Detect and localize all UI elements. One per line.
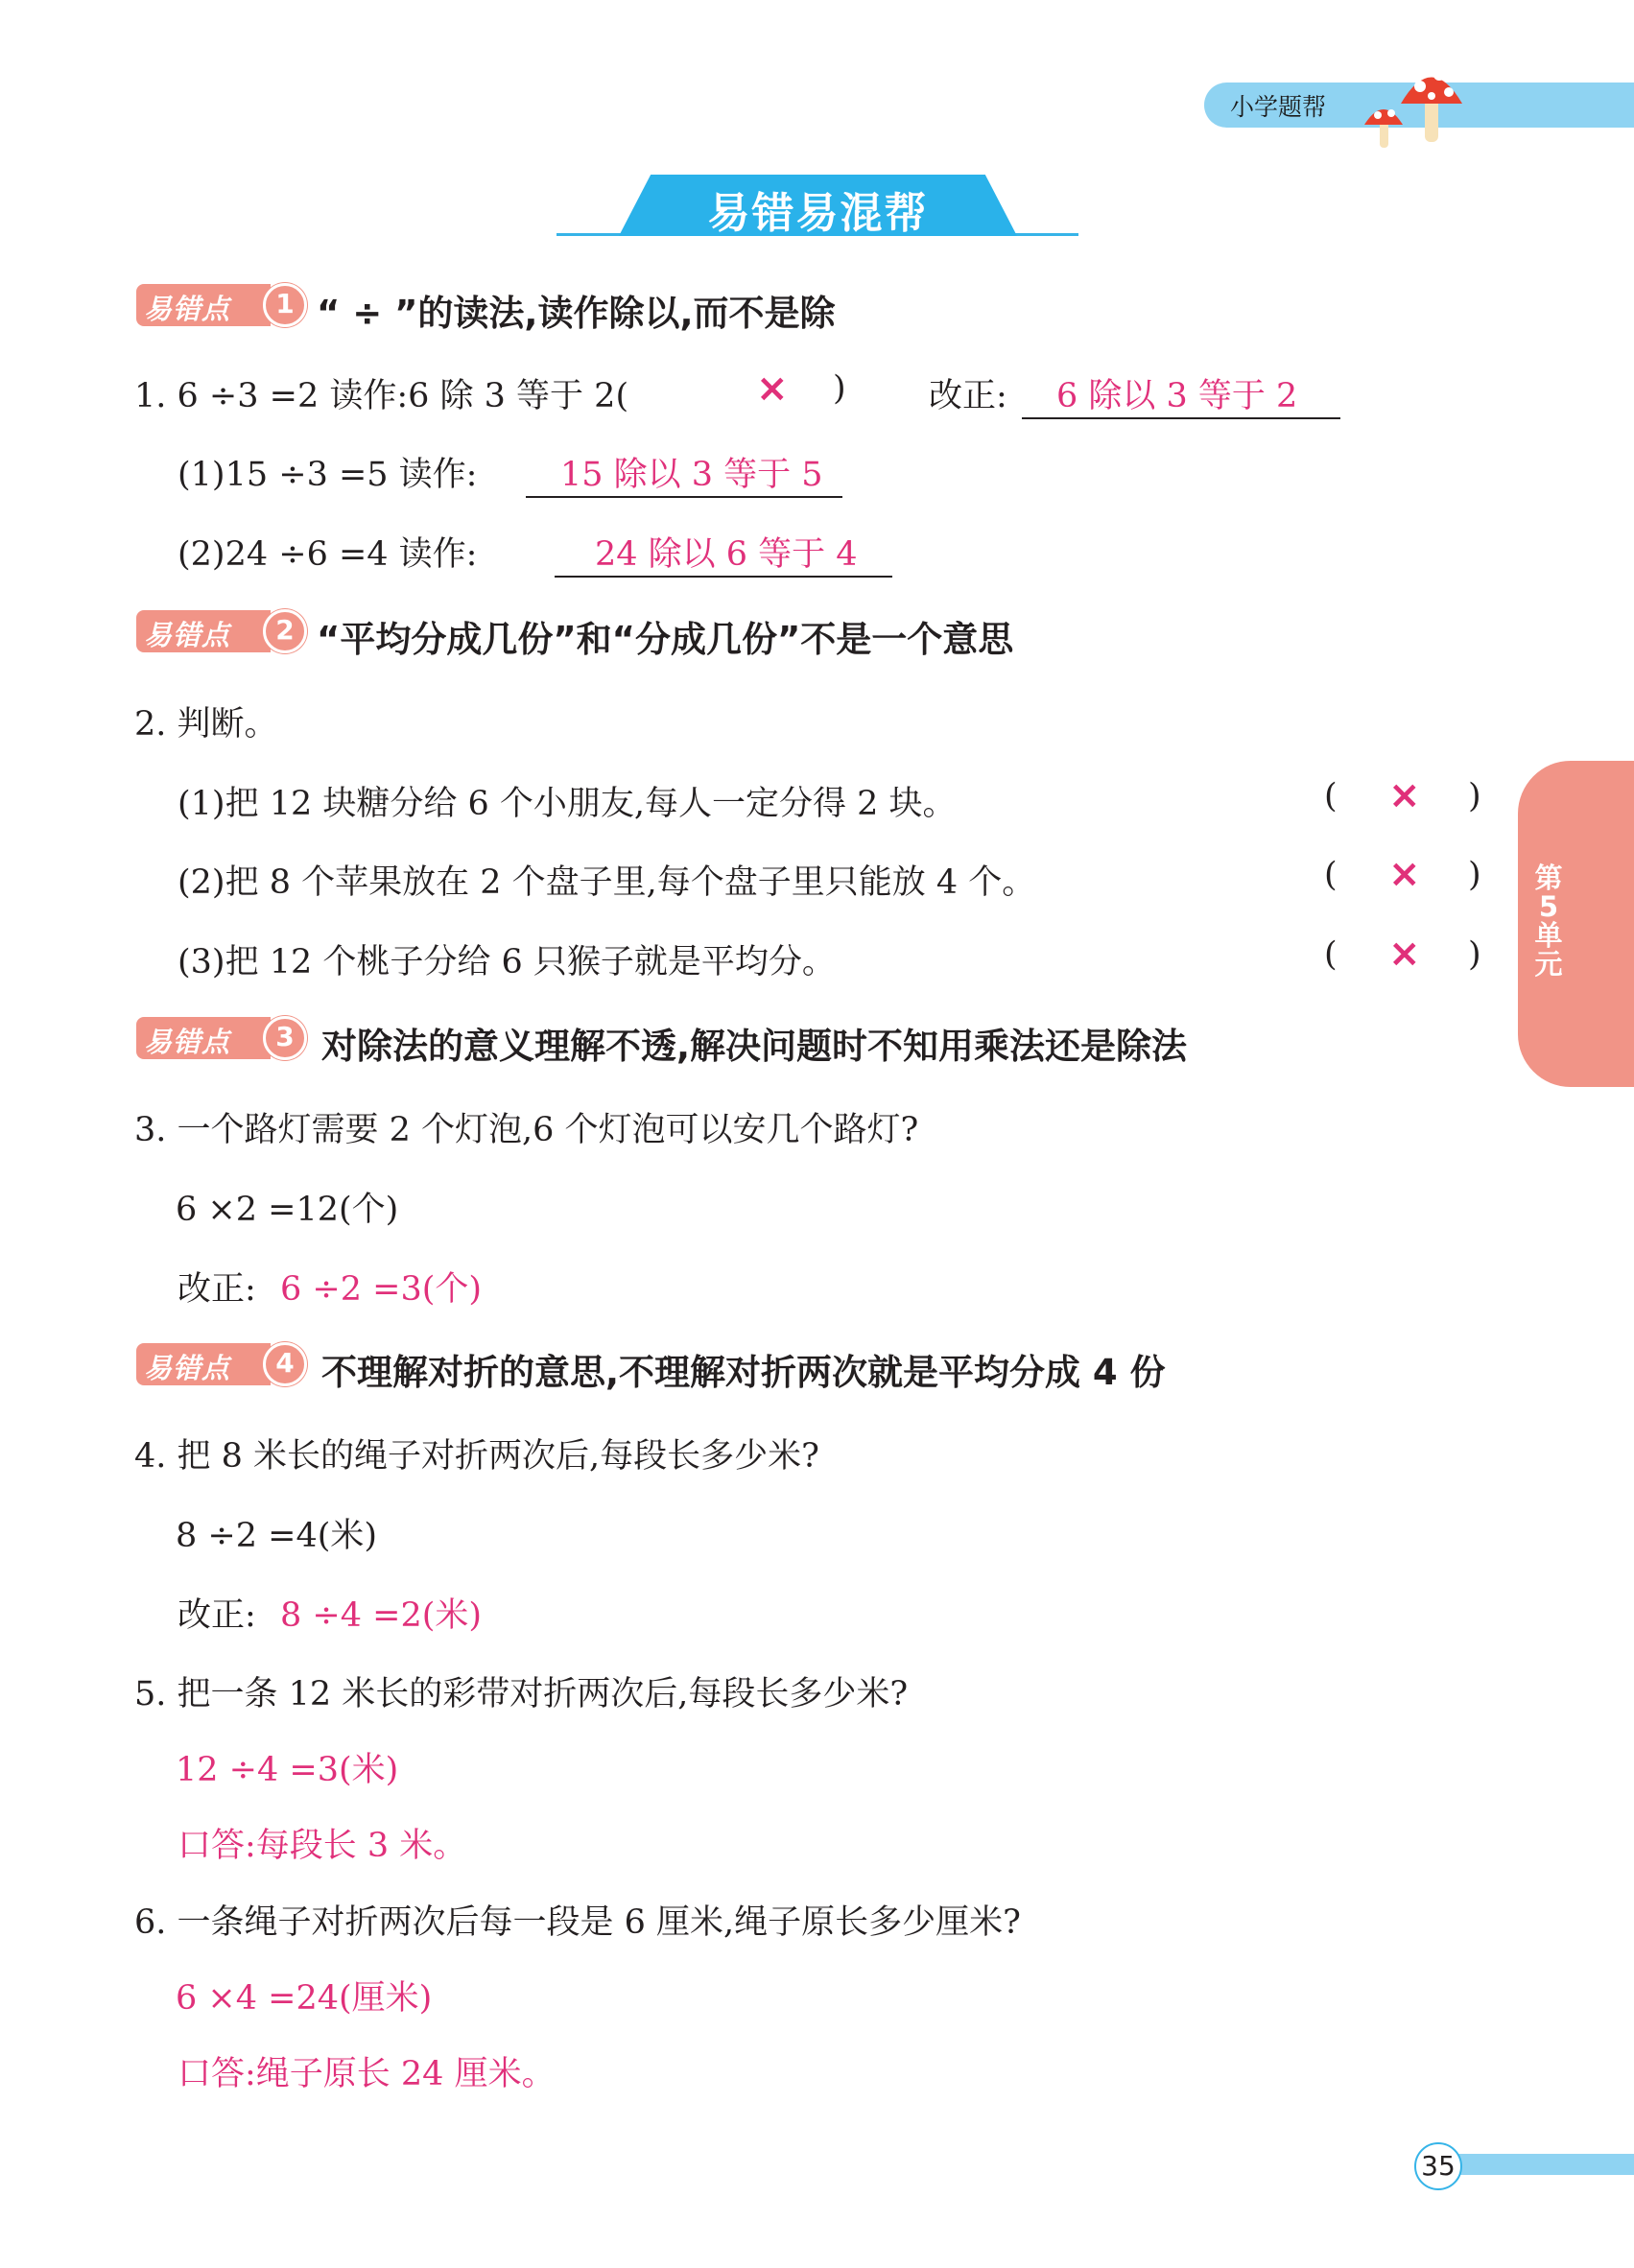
q2-item-2-mark: × (1388, 852, 1421, 896)
badge-number: 3 (275, 1021, 295, 1052)
badge-number: 1 (275, 288, 295, 319)
q4-fix-answer: 8 ÷4 =2(米) (280, 1596, 483, 1635)
mistake-point-title-3: 对除法的意义理解不透,解决问题时不知用乘法还是除法 (321, 1026, 1188, 1067)
q6-stem: 6. 一条绳子对折两次后每一段是 6 厘米,绳子原长多少厘米? (134, 1903, 1021, 1942)
q1-close: ) (833, 369, 846, 408)
q3-stem: 3. 一个路灯需要 2 个灯泡,6 个灯泡可以安几个路灯? (134, 1111, 919, 1149)
q5-stem: 5. 把一条 12 米长的彩带对折两次后,每段长多少米? (134, 1675, 909, 1713)
q2-item-3: (3)把 12 个桃子分给 6 只猴子就是平均分。 (178, 943, 836, 981)
q1-mark: × (756, 366, 789, 411)
q2-item-3-mark: × (1388, 932, 1421, 976)
mistake-point-title-1: “ ÷ ”的读法,读作除以,而不是除 (317, 293, 836, 334)
q6-calc: 6 ×4 =24(厘米) (176, 1979, 433, 2018)
badge-label: 易错点 (144, 1026, 231, 1058)
badge-number: 2 (275, 614, 295, 646)
unit-side-char: 单 (1534, 919, 1563, 952)
badge-label: 易错点 (144, 619, 231, 651)
q2-item-1-close: ) (1468, 777, 1481, 815)
q2-item-3-open: ( (1324, 935, 1338, 974)
q5-calc: 12 ÷4 =3(米) (176, 1751, 399, 1789)
q1-fix-answer: 6 除以 3 等于 2 (1022, 369, 1340, 419)
q2-item-2-open: ( (1324, 856, 1338, 894)
q1-sub2-answer: 24 除以 6 等于 4 (555, 528, 892, 578)
q3-fix-answer: 6 ÷2 =3(个) (280, 1270, 483, 1309)
q1-fix-label: 改正: (929, 377, 1007, 415)
q1-sub1-text: (1)15 ÷3 =5 读作: (178, 456, 478, 494)
q1-sub1-answer: 15 除以 3 等于 5 (526, 448, 842, 498)
mistake-point-badge-2 (136, 610, 314, 652)
q1-sub2-text: (2)24 ÷6 =4 读作: (178, 535, 478, 574)
mistake-point-title-2: “平均分成几份”和“分成几份”不是一个意思 (317, 619, 1014, 660)
mistake-point-badge-4 (136, 1343, 314, 1385)
q2-item-1-open: ( (1324, 777, 1338, 815)
unit-side-char: 第 (1534, 862, 1563, 894)
badge-number: 4 (275, 1347, 295, 1379)
unit-side-label (1531, 863, 1566, 979)
q4-stem: 4. 把 8 米长的绳子对折两次后,每段长多少米? (134, 1437, 819, 1476)
mistake-point-title-4: 不理解对折的意思,不理解对折两次就是平均分成 4 份 (321, 1352, 1166, 1393)
page-number: 35 (1421, 2150, 1456, 2182)
unit-side-char: 元 (1534, 948, 1563, 980)
q1-stem: 1. 6 ÷3 =2 读作:6 除 3 等于 2( (134, 377, 629, 415)
unit-side-char: 5 (1538, 890, 1559, 923)
q6-answer: 口答:绳子原长 24 厘米。 (178, 2055, 556, 2093)
q4-fix-label: 改正: (178, 1596, 256, 1635)
q2-item-1: (1)把 12 块糖分给 6 个小朋友,每人一定分得 2 块。 (178, 785, 957, 823)
mushroom-icon (1353, 56, 1473, 152)
q3-fix-label: 改正: (178, 1270, 256, 1309)
q2-item-2-close: ) (1468, 856, 1481, 894)
badge-label: 易错点 (144, 1352, 231, 1384)
page-title: 易错易混帮 (707, 189, 929, 238)
header-label: 小学题帮 (1230, 93, 1327, 121)
q5-answer: 口答:每段长 3 米。 (178, 1827, 467, 1865)
q2-item-3-close: ) (1468, 935, 1481, 974)
q3-wrong: 6 ×2 =12(个) (176, 1191, 399, 1229)
q2-stem: 2. 判断。 (134, 705, 278, 744)
page-number-band (1439, 2154, 1634, 2175)
q2-item-1-mark: × (1388, 773, 1421, 817)
q4-wrong: 8 ÷2 =4(米) (176, 1517, 378, 1555)
mistake-point-badge-1 (136, 284, 314, 326)
badge-label: 易错点 (144, 293, 231, 325)
q2-item-2: (2)把 8 个苹果放在 2 个盘子里,每个盘子里只能放 4 个。 (178, 863, 1036, 902)
mistake-point-badge-3 (136, 1017, 314, 1059)
